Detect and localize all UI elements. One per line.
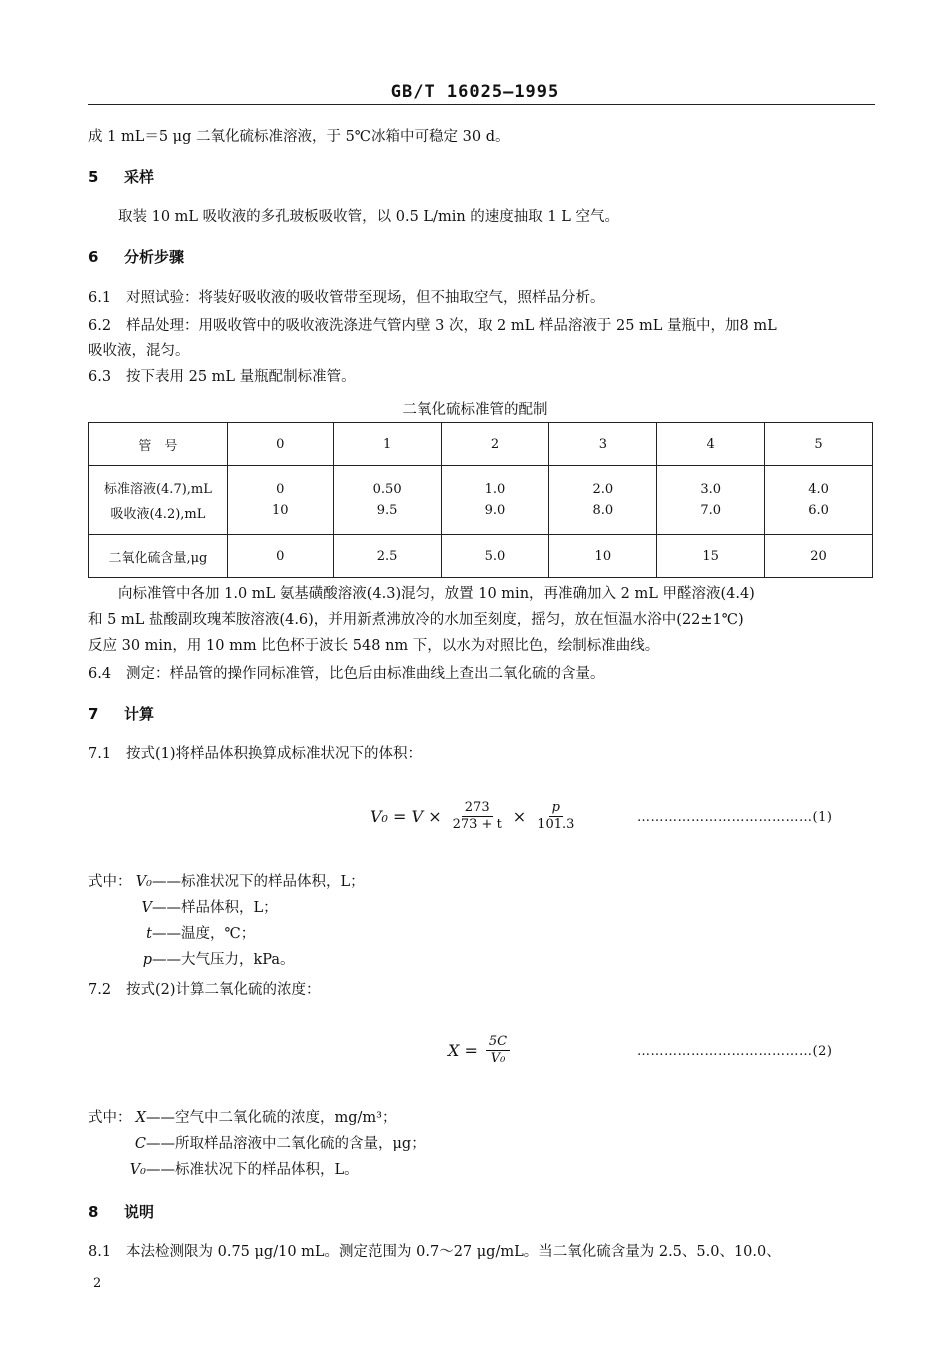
symbol-definitions-1 [132, 869, 365, 973]
std-volume: 3.0 [700, 482, 722, 497]
para-7-1-text: 按式(1)将样品体积换算成标准状况下的体积： [126, 746, 423, 762]
formula-2 [448, 1034, 512, 1067]
after-table-line-1: 向标准管中各加 1.0 mL 氨基磺酸溶液(4.3)混匀，放置 10 min，再准确加入 2 mL 甲醛溶液(4.4) [118, 586, 755, 602]
section-6-number: 6 [88, 248, 99, 266]
abs-volume: 10 [272, 503, 289, 518]
intro-line: 成 1 mL＝5 μg 二氧化硫标准溶液，于 5℃冰箱中可稳定 30 d。 [88, 129, 510, 145]
tube-number-cell: 0 [227, 423, 333, 466]
std-volume: 0 [276, 482, 285, 497]
para-7-1-number: 7.1 [88, 746, 112, 762]
para-6-3 [88, 367, 356, 387]
definition-item [132, 947, 365, 973]
definition-symbol: X [135, 1110, 146, 1126]
standard-tube-table [88, 422, 873, 578]
table-cell [765, 466, 873, 535]
para-8-1-text: 本法检测限为 0.75 μg/10 mL。测定范围为 0.7～27 μg/mL。当二氧化硫含量为 2.5、5.0、10.0、 [126, 1244, 781, 1260]
fraction-denominator: 101.3 [537, 817, 575, 832]
para-8-1 [88, 1242, 781, 1262]
definition-item [132, 895, 365, 921]
so2-amount-cell: 5.0 [441, 535, 549, 578]
so2-amount-cell: 10 [549, 535, 657, 578]
para-6-2 [88, 316, 777, 336]
table-cell [441, 466, 549, 535]
para-6-4-text: 测定：样品管的操作同标准管，比色后由标准曲线上查出二氧化硫的含量。 [126, 666, 605, 682]
fraction-denominator: V₀ [490, 1051, 506, 1066]
section-5-title: 采样 [124, 168, 155, 186]
abs-volume: 6.0 [808, 503, 829, 518]
section-8-title: 说明 [124, 1203, 155, 1221]
formula-1-fraction-pressure [534, 800, 577, 833]
section-7-heading [88, 704, 154, 724]
times-sign: × [512, 807, 527, 826]
header-rule [88, 104, 875, 105]
definition-text: ——空气中二氧化硫的浓度，mg/m³； [146, 1110, 397, 1126]
tube-number-cell: 5 [765, 423, 873, 466]
para-6-4-number: 6.4 [88, 666, 112, 682]
so2-amount-cell: 0 [227, 535, 333, 578]
para-8-1-number: 8.1 [88, 1244, 112, 1260]
definition-item [126, 1131, 426, 1157]
table-row-tube-number [89, 423, 873, 466]
standard-number-header: GB/T 16025—1995 [390, 82, 560, 102]
formula-2-tag: …………………………………(2) [637, 1044, 833, 1059]
definition-text: ——温度，℃； [152, 926, 256, 942]
formula-1-fraction-temp [450, 800, 505, 833]
para-6-3-number: 6.3 [88, 369, 112, 385]
abs-volume: 9.5 [376, 503, 398, 518]
definition-text: ——大气压力，kPa。 [152, 952, 295, 968]
definition-item [132, 921, 365, 947]
std-volume: 2.0 [592, 482, 614, 497]
para-7-2 [88, 980, 321, 1000]
section-7-number: 7 [88, 705, 99, 723]
table-row-volumes [89, 466, 873, 535]
abs-volume: 9.0 [484, 503, 506, 518]
para-6-4 [88, 664, 605, 684]
std-volume: 1.0 [484, 482, 506, 497]
fraction-numerator: p [549, 800, 563, 817]
so2-amount-cell: 15 [657, 535, 765, 578]
so2-amount-cell: 20 [765, 535, 873, 578]
fraction-numerator: 273 [462, 800, 493, 817]
table-label-cell [89, 466, 228, 535]
para-6-1-text: 对照试验：将装好吸收液的吸收管带至现场，但不抽取空气，照样品分析。 [126, 290, 605, 306]
para-7-2-text: 按式(2)计算二氧化硫的浓度： [126, 982, 321, 998]
table-row-so2 [89, 535, 873, 578]
para-6-2-number: 6.2 [88, 318, 112, 334]
so2-amount-cell: 2.5 [333, 535, 441, 578]
section-7-title: 计算 [124, 705, 155, 723]
section-6-title: 分析步骤 [124, 248, 185, 266]
table-cell [227, 466, 333, 535]
para-6-2-text: 样品处理：用吸收管中的吸收液洗涤进气管内壁 3 次，取 2 mL 样品溶液于 25 mL 量瓶中，加8 mL [126, 318, 777, 334]
fraction-denominator: 273 + t [452, 817, 502, 832]
after-table-line-3: 反应 30 min，用 10 mm 比色杯于波长 548 nm 下，以水为对照比色，绘制标准曲线。 [88, 638, 660, 654]
para-6-1-number: 6.1 [88, 290, 112, 306]
para-6-2-cont: 吸收液，混匀。 [88, 343, 190, 359]
definition-symbol: C [134, 1136, 146, 1152]
row-so2-label: 二氧化硫含量,μg [89, 535, 228, 578]
tube-number-cell: 4 [657, 423, 765, 466]
formula-2-lhs: X = [448, 1041, 478, 1060]
table-caption: 二氧化硫标准管的配制 [402, 402, 548, 418]
abs-volume: 8.0 [592, 503, 614, 518]
definition-text: ——标准状况下的样品体积，L。 [146, 1162, 359, 1178]
section-8-heading [88, 1202, 154, 1222]
definition-item [126, 1105, 426, 1131]
definition-item [132, 869, 365, 895]
table-cell [549, 466, 657, 535]
para-6-3-text: 按下表用 25 mL 量瓶配制标准管。 [126, 369, 356, 385]
section-8-number: 8 [88, 1203, 99, 1221]
formula-1-tag: …………………………………(1) [637, 810, 833, 825]
abs-volume: 7.0 [700, 503, 722, 518]
definition-text: ——样品体积，L； [152, 900, 278, 916]
definition-text: ——所取样品溶液中二氧化硫的含量，μg； [146, 1136, 426, 1152]
where-label-2: 式中： [88, 1110, 132, 1126]
definition-symbol: V₀ [135, 874, 152, 890]
fraction-numerator: 5C [486, 1034, 510, 1051]
section-5-text: 取装 10 mL 吸收液的多孔玻板吸收管，以 0.5 L/min 的速度抽取 1 L 空气。 [118, 209, 619, 225]
para-7-1 [88, 744, 422, 764]
table-header-cell: 管 号 [89, 423, 228, 466]
tube-number-cell: 3 [549, 423, 657, 466]
where-label-1: 式中： [88, 874, 132, 890]
tube-number-cell: 1 [333, 423, 441, 466]
definition-symbol: V [141, 900, 152, 916]
row-std-label: 标准溶液(4.7),mL [103, 482, 212, 497]
definition-text: ——标准状况下的样品体积，L； [152, 874, 365, 890]
formula-1 [370, 800, 579, 833]
page-number: 2 [93, 1276, 102, 1291]
formula-1-lhs: V₀ = V × [370, 807, 442, 826]
std-volume: 0.50 [372, 482, 402, 497]
symbol-definitions-2 [126, 1105, 426, 1183]
table-cell [333, 466, 441, 535]
para-6-1 [88, 288, 605, 308]
definition-item [126, 1157, 426, 1183]
definition-symbol: V₀ [129, 1162, 146, 1178]
section-5-heading [88, 167, 154, 187]
row-abs-label: 吸收液(4.2),mL [110, 507, 206, 522]
section-6-heading [88, 247, 184, 267]
definition-symbol: p [142, 952, 152, 968]
std-volume: 4.0 [808, 482, 829, 497]
after-table-line-2: 和 5 mL 盐酸副玫瑰苯胺溶液(4.6)，并用新煮沸放冷的水加至刻度，摇匀，放在恒温水浴中(22±1℃) [88, 612, 744, 628]
table-cell [657, 466, 765, 535]
definition-symbol: t [146, 926, 152, 942]
para-7-2-number: 7.2 [88, 982, 112, 998]
tube-number-cell: 2 [441, 423, 549, 466]
formula-2-fraction [486, 1034, 510, 1067]
section-5-number: 5 [88, 168, 99, 186]
